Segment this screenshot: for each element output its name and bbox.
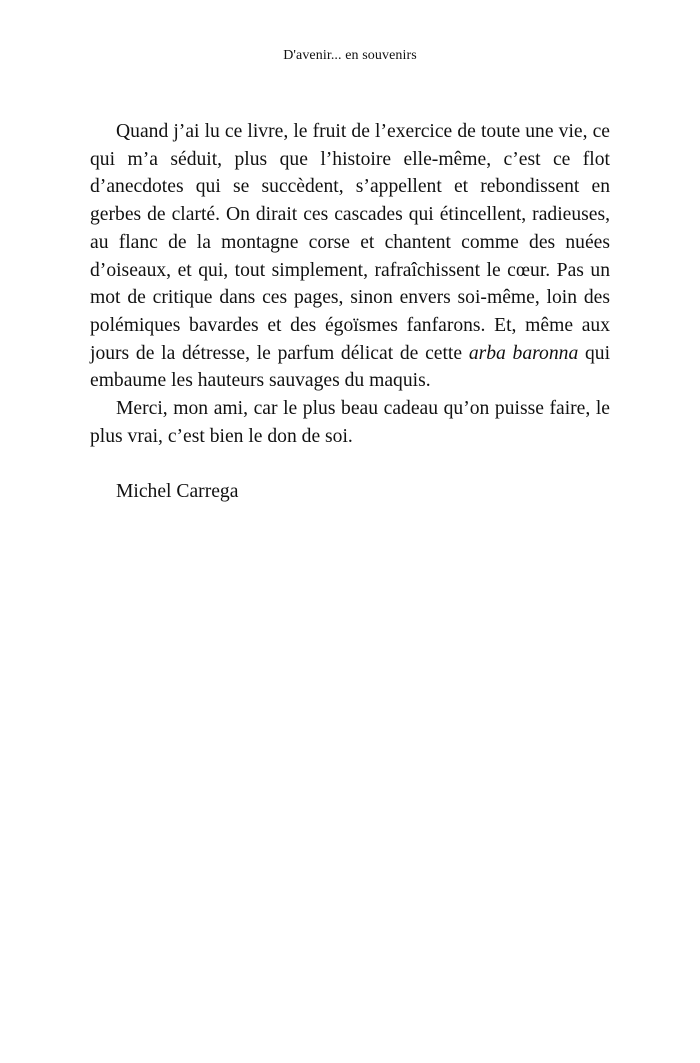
running-header: D'avenir... en souvenirs xyxy=(283,48,417,63)
italic-phrase: arba baronna xyxy=(468,342,579,364)
signature: Michel Carrega xyxy=(116,481,239,503)
paragraph-1-text-a: Quand j’ai lu ce livre, le fruit de l’exercice de toute une vie, ce qui m’a séduit, plus que l’histoire elle-même, c’est ce flot d’anecdotes qui se succèdent, s’appellent et rebondissent en gerbes de clarté. On dirait ces cascades qui étincellent, radieuses, au flanc de la montagne corse et chantent comme des nuées d’oiseaux, et qui, tout simplement, rafraîchissent le cœur. Pas un mot de critique dans ces pages, sinon envers soi-même, loin des polémiques bavardes et des égoïsmes fanfarons. Et, même aux jours de la détresse, le parfum délicat de cette xyxy=(90,121,610,364)
preface-text xyxy=(90,118,610,506)
paragraph-1 xyxy=(90,118,610,395)
paragraph-1-text-b: qui embaume les hauteurs sauvages du maquis. xyxy=(90,342,611,392)
paragraph-2: Merci, mon ami, car le plus beau cadeau qu’on puisse faire, le plus vrai, c’est bien le don de soi. xyxy=(90,398,610,447)
